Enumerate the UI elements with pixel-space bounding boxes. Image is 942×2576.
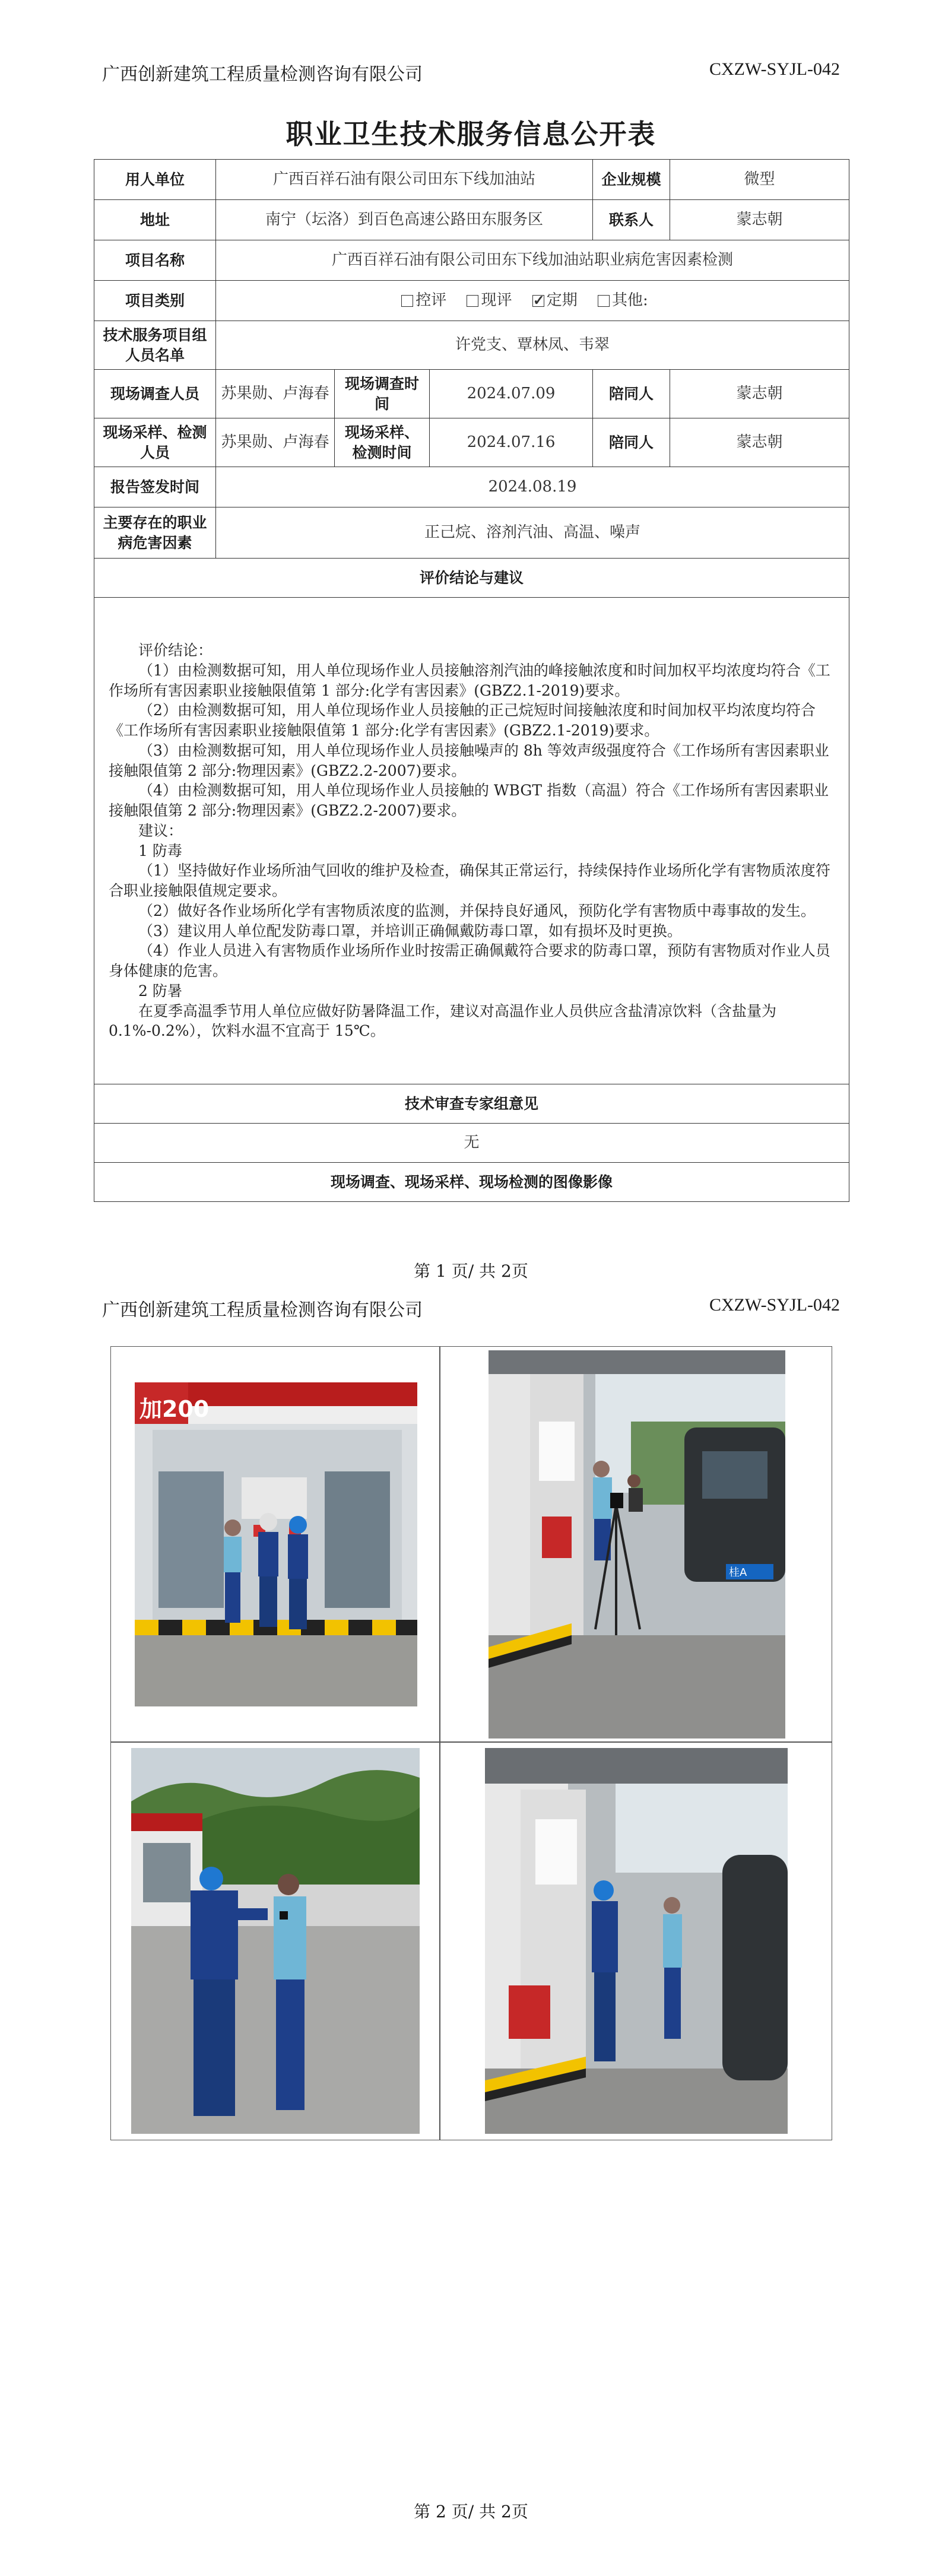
conclusion-line: （4）作业人员进入有害物质作业场所作业时按需正确佩戴符合要求的防毒口罩，预防有害物质对作业人员身体健康的危害。	[109, 942, 830, 979]
survey-label: 现场调查人员	[94, 370, 216, 418]
category-checks	[216, 281, 849, 321]
header-code-2: CXZW-SYJL-042	[709, 1295, 840, 1315]
conclusion-line: （2）做好各作业场所化学有害物质浓度的监测，并保持良好通风，预防化学有害物质中毒事故的发生。	[138, 902, 816, 919]
conclusion-line: 建议：	[138, 821, 183, 839]
sampling-time-label: 现场采样、检测时间	[335, 418, 430, 467]
car-plate-text: 桂A	[729, 1566, 747, 1579]
header-company: 广西创新建筑工程质量检测咨询有限公司	[102, 64, 423, 85]
conclusion-line: 1 防毒	[138, 842, 182, 859]
contact-value: 蒙志朝	[670, 200, 849, 240]
checkbox	[467, 295, 478, 307]
employer-value: 广西百祥石油有限公司田东下线加油站	[216, 160, 593, 200]
header-code: CXZW-SYJL-042	[709, 59, 840, 79]
survey-time: 2024.07.09	[430, 370, 593, 418]
conclusion-line: （1）由检测数据可知，用人单位现场作业人员接触溶剂汽油的峰接触浓度和时间加权平均浓度均符合《工作场所有害因素职业接触限值第 1 部分:化学有害因素》(GBZ2.1-2019)要求。	[109, 661, 830, 699]
photo-grid	[110, 1346, 832, 2140]
conclusion-line: （2）由检测数据可知，用人单位现场作业人员接触的正己烷短时间接触浓度和时间加权平均浓度均符合《工作场所有害因素职业接触限值第 1 部分:化学有害因素》(GBZ2.1-2019)要求。	[109, 702, 816, 739]
category-option: 控评	[401, 291, 446, 309]
escort2-value: 蒙志朝	[670, 418, 849, 467]
page-title: 职业卫生技术服务信息公开表	[286, 118, 656, 150]
checkbox	[401, 295, 413, 307]
escort-label: 陪同人	[593, 370, 670, 418]
checkbox-checked	[532, 295, 544, 307]
scale-value: 微型	[670, 160, 849, 200]
category-option: 其他:	[598, 291, 648, 309]
team-label: 技术服务项目组人员名单	[94, 321, 216, 370]
conclusion-line: （3）由检测数据可知，用人单位现场作业人员接触噪声的 8h 等效声级强度符合《工作场所有害因素职业接触限值第 2 部分:物理因素》(GBZ2.2-2007)要求。	[109, 741, 829, 779]
station-sign-text: 加200	[139, 1396, 210, 1422]
conclusion-header: 评价结论与建议	[94, 559, 849, 598]
category-label: 项目类别	[94, 281, 216, 321]
conclusion-body	[94, 598, 849, 1084]
sampling-staff: 苏果勋、卢海春	[216, 418, 335, 467]
survey-staff: 苏果勋、卢海春	[216, 370, 335, 418]
escort2-label: 陪同人	[593, 418, 670, 467]
issue-date: 2024.08.19	[216, 467, 849, 507]
checkbox	[598, 295, 610, 307]
survey-time-label: 现场调查时间	[335, 370, 430, 418]
conclusion-line: （3）建议用人单位配发防毒口罩，并培训正确佩戴防毒口罩，如有损坏及时更换。	[138, 922, 682, 940]
header-company-2: 广西创新建筑工程质量检测咨询有限公司	[102, 1300, 423, 1321]
sampling-time: 2024.07.16	[430, 418, 593, 467]
category-option: 现评	[467, 291, 512, 309]
photo-pump-sampling	[489, 1350, 785, 1739]
employer-label: 用人单位	[94, 160, 216, 200]
address-value: 南宁（坛洛）到百色高速公路田东服务区	[216, 200, 593, 240]
conclusion-line: 2 防暑	[138, 982, 182, 1000]
photo-station-building	[135, 1382, 417, 1706]
issue-label: 报告签发时间	[94, 467, 216, 507]
expert-opinion: 无	[94, 1124, 849, 1163]
project-value: 广西百祥石油有限公司田东下线加油站职业病危害因素检测	[216, 240, 849, 281]
page-footer-2: 第 2 页/ 共 2页	[414, 2502, 528, 2521]
escort-value: 蒙志朝	[670, 370, 849, 418]
category-option: ✓ 定期	[532, 291, 578, 309]
info-table	[94, 159, 849, 1202]
photo-pump-check	[485, 1748, 788, 2134]
photo-outdoor-fitting	[131, 1748, 420, 2134]
hazard-label: 主要存在的职业病危害因素	[94, 507, 216, 559]
conclusion-line: （4）由检测数据可知，用人单位现场作业人员接触的 WBGT 指数（高温）符合《工作场所有害因素职业接触限值第 2 部分:物理因素》(GBZ2.2-2007)要求。	[109, 782, 829, 819]
expert-header: 技术审查专家组意见	[94, 1084, 849, 1124]
project-label: 项目名称	[94, 240, 216, 281]
sampling-label: 现场采样、检测人员	[94, 418, 216, 467]
contact-label: 联系人	[593, 200, 670, 240]
conclusion-line: 在夏季高温季节用人单位应做好防暑降温工作，建议对高温作业人员供应含盐清凉饮料（含盐量为 0.1%-0.2%），饮料水温不宜高于 15℃。	[109, 1002, 777, 1040]
conclusion-line: （1）坚持做好作业场所油气回收的维护及检查，确保其正常运行，持续保持作业场所化学有害物质浓度符合职业接触限值规定要求。	[109, 862, 830, 899]
images-header: 现场调查、现场采样、现场检测的图像影像	[94, 1163, 849, 1202]
page-footer-1: 第 1 页/ 共 2页	[414, 1261, 528, 1281]
address-label: 地址	[94, 200, 216, 240]
team-value: 许党支、覃林凤、韦翠	[216, 321, 849, 370]
scale-label: 企业规模	[593, 160, 670, 200]
conclusion-line: 评价结论：	[138, 642, 213, 659]
hazard-value: 正己烷、溶剂汽油、高温、噪声	[216, 507, 849, 559]
